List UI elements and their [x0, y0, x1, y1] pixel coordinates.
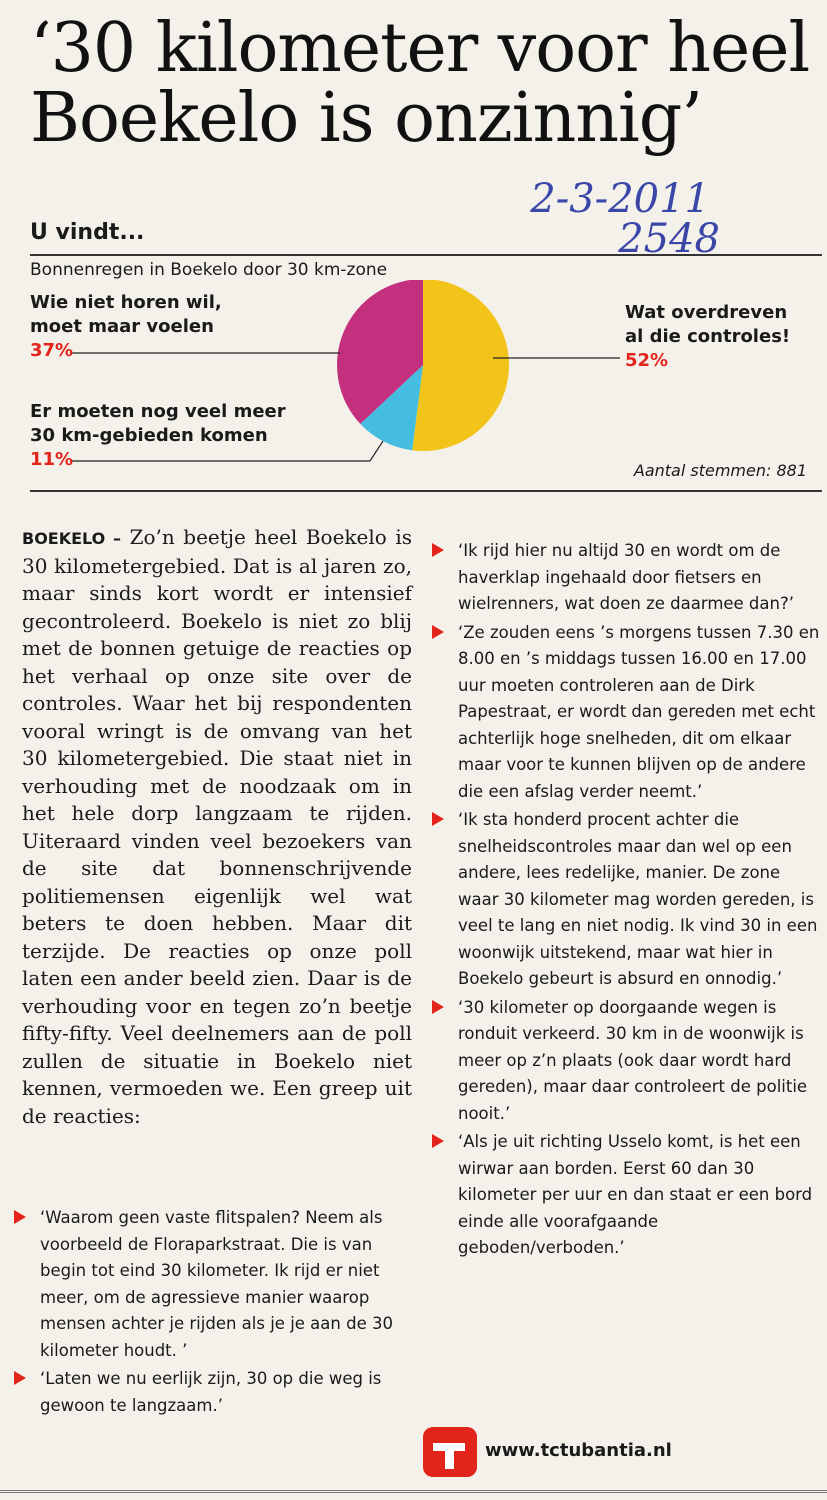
- quote-item: [12, 1366, 412, 1419]
- quote-item: [430, 995, 820, 1128]
- poll-vote-count: Aantal stemmen: 881: [633, 461, 807, 480]
- poll-option-52-line2: al die controles!: [625, 326, 791, 347]
- poll-option-11-line2: 30 km-gebieden komen: [30, 425, 268, 446]
- quote-item: [430, 807, 820, 993]
- quote-text: ‘30 kilometer op doorgaande wegen is ronduit verkeerd. 30 km in de woonwijk is meer op z’n plaats (ook daar wordt hard gereden), maar daar controleert de politie nooit.’: [458, 997, 808, 1123]
- poll-subtitle: Bonnenregen in Boekelo door 30 km-zone: [30, 260, 388, 280]
- bullet-arrow-icon: [14, 1210, 26, 1224]
- handwritten-number: 2548: [618, 216, 720, 262]
- quote-text: ‘Ik rijd hier nu altijd 30 en wordt om de haverklap ingehaald door fietsers en wielrenners, wat doen ze daarmee dan?’: [458, 541, 794, 613]
- poll-option-37-line1: Wie niet horen wil,: [30, 292, 222, 313]
- poll-option-37-pct: 37%: [30, 340, 74, 361]
- quotes-right-column: [430, 538, 820, 1264]
- bullet-arrow-icon: [14, 1371, 26, 1385]
- quote-item: [430, 620, 820, 806]
- bullet-arrow-icon: [432, 812, 444, 826]
- poll-option-52: [625, 301, 790, 373]
- quote-text: ‘Ik sta honderd procent achter die snelheidscontroles maar dan wel op een andere, lees redelijke, manier. De zone waar 30 kilometer mag worden gereden, is veel te lang en niet nodig. Ik vind 30 in een woonwijk uitstekend, maar wat hier in Boekelo gebeurt is absurd en onnodig.’: [458, 810, 818, 988]
- article-body: [22, 524, 412, 1130]
- quote-text: ‘Laten we nu eerlijk zijn, 30 op die weg is gewoon te langzaam.’: [40, 1369, 382, 1415]
- quote-item: [430, 1129, 820, 1262]
- poll-top-rule: [30, 254, 822, 256]
- article-body-text: Zo’n beetje heel Boekelo is 30 kilometergebied. Dat is al jaren zo, maar sinds kort wordt er intensief gecontroleerd. Boekelo is niet zo blij met de bonnen getuige de reacties op het verhaal op onze site over de controles. Waar het bij respondenten vooral wringt is de omvang van het 30 kilometergebied. Die staat niet in verhouding met de noodzaak om in het hele dorp langzaam te rijden. Uiteraard vinden veel bezoekers van de site dat bonnenschrijvende politiemensen eigenlijk wel wat beters te doen hebben. Maar dit terzijde. De reacties op onze poll laten een ander beeld zien. Daar is de verhouding voor en tegen zo’n beetje fifty-fifty. Veel deelnemers aan de poll zullen de situatie in Boekelo niet kennen, vermoeden we. Een greep uit de reacties:: [22, 525, 413, 1128]
- quote-text: ‘Als je uit richting Usselo komt, is het een wirwar aan borden. Eerst 60 dan 30 kilometer per uur en dan staat er een bord einde alle voorafgaande geboden/verboden.’: [458, 1132, 813, 1257]
- quote-text: ‘Waarom geen vaste flitspalen? Neem als voorbeeld de Floraparkstraat. Die is van begin tot eind 30 kilometer. Ik rijd er niet meer, om de agressieve manier waarop mensen achter je rijden als je je aan de 30 kilometer houdt. ’: [40, 1208, 393, 1360]
- bullet-arrow-icon: [432, 1000, 444, 1014]
- poll-option-11: [30, 400, 286, 472]
- tc-tubantia-logo-icon: [423, 1427, 477, 1477]
- bottom-rule: [0, 1490, 827, 1493]
- poll-option-11-line1: Er moeten nog veel meer: [30, 401, 286, 422]
- poll-option-52-line1: Wat overdreven: [625, 302, 788, 323]
- leader-line-11-kink: [370, 441, 383, 461]
- handwritten-date: 2-3-2011: [530, 176, 710, 222]
- footer-url-link[interactable]: www.tctubantia.nl: [485, 1440, 672, 1461]
- bullet-arrow-icon: [432, 1134, 444, 1148]
- poll-option-52-pct: 52%: [625, 350, 669, 371]
- poll-option-37-line2: moet maar voelen: [30, 316, 214, 337]
- quote-item: [430, 538, 820, 618]
- poll-bottom-rule: [30, 490, 822, 492]
- bullet-arrow-icon: [432, 625, 444, 639]
- quote-item: [12, 1205, 412, 1364]
- pie-slices: [337, 280, 509, 451]
- tc-tubantia-logo-glyph: [423, 1427, 477, 1477]
- headline: [30, 9, 820, 158]
- poll-option-37: [30, 291, 222, 363]
- quotes-left-column: [12, 1205, 412, 1421]
- headline-line-1: ‘30 kilometer voor heel: [30, 9, 810, 88]
- pie-slice-52: [412, 280, 509, 451]
- quote-text: ‘Ze zouden eens ’s morgens tussen 7.30 en 8.00 en ’s middags tussen 16.00 en 17.00 uur moeten controleren aan de Dirk Papestraat, er wordt dan gereden met echt achterlijk hoge snelheden, dit om elkaar maar voor te kunnen blijven op de andere die een afslag verder neemt.’: [458, 622, 820, 801]
- bullet-arrow-icon: [432, 543, 444, 557]
- article-dateline: BOEKELO –: [22, 529, 122, 548]
- poll-option-11-pct: 11%: [30, 449, 74, 470]
- poll-title: U vindt...: [30, 220, 145, 245]
- headline-line-2: Boekelo is onzinnig’: [30, 79, 702, 158]
